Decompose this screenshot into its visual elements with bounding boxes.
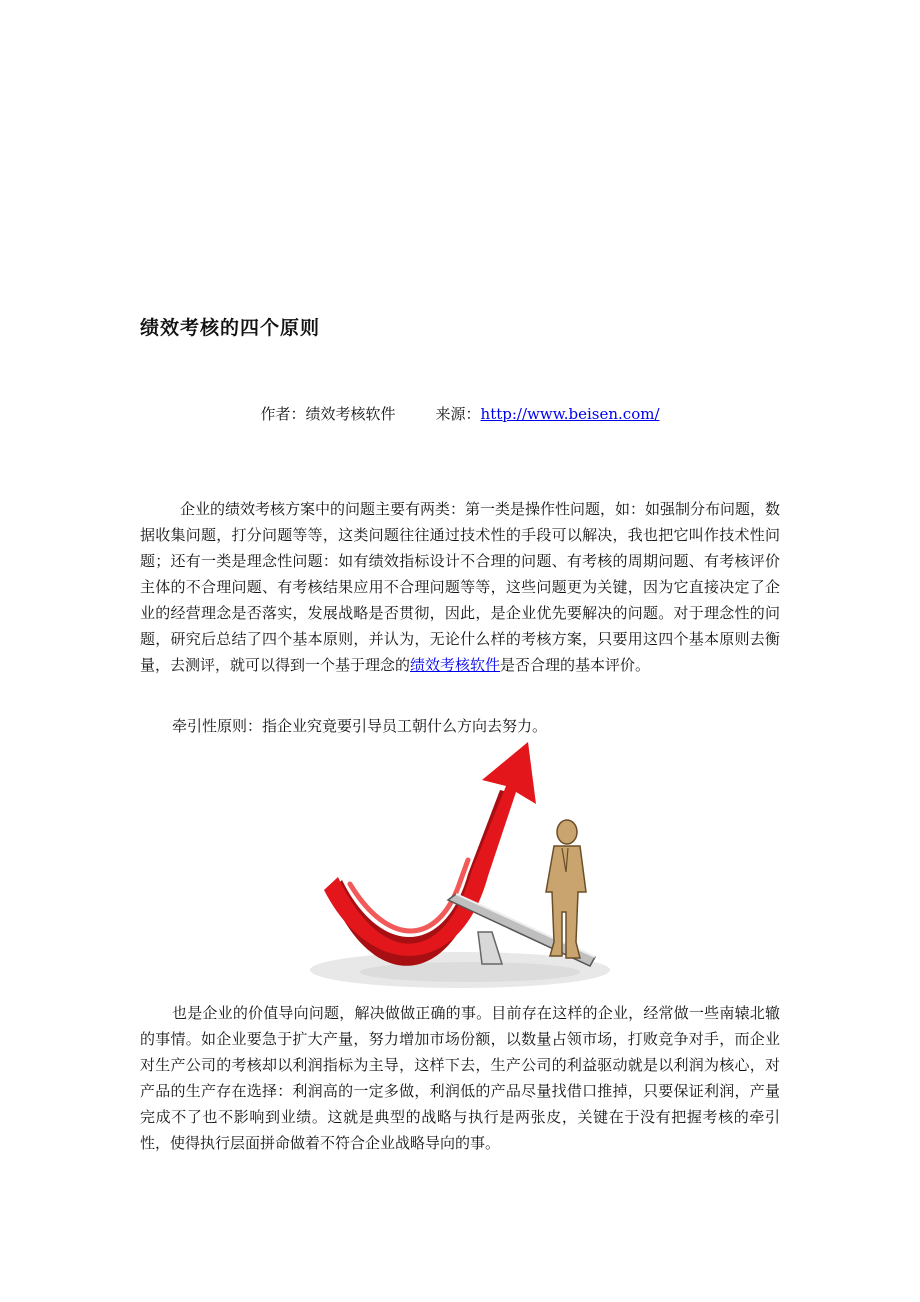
byline [0, 403, 920, 424]
seesaw-fulcrum-icon [478, 932, 502, 964]
intro-text: 企业的绩效考核方案中的问题主要有两类：第一类是操作性问题，如：如强制分布问题，数据收集问题，打分问题等等，这类问题往往通过技术性的手段可以解决，我也把它叫作技术性问题；还有一类是理念性问题：如有绩效指标设计不合理的问题、有考核的周期问题、有考核评价主体的不合理问题、有考核结果应用不合理问题等等，这些问题更为关键，因为它直接决定了企业的经营理念是否落实，发展战略是否贯彻，因此，是企业优先要解决的问题。对于理念性的问题，研究后总结了四个基本原则，并认为，无论什么样的考核方案，只要用这四个基本原则去衡量，去测评，就可以得到一个基于理念的 [140, 500, 781, 674]
source-link[interactable]: http://www.beisen.com/ [480, 405, 660, 423]
intro-text-tail: 是否合理的基本评价。 [500, 656, 651, 674]
author-label: 作者： [260, 405, 306, 423]
illustration-arrow-seesaw [310, 742, 610, 992]
page-title: 绩效考核的四个原则 [140, 317, 321, 339]
source-label: 来源： [435, 405, 481, 423]
author-name: 绩效考核软件 [305, 405, 396, 423]
software-link[interactable]: 绩效考核软件 [410, 656, 501, 674]
body-paragraph: 也是企业的价值导向问题，解决做做正确的事。目前存在这样的企业，经常做一些南辕北辙的事情。如企业要急于扩大产量，努力增加市场份额，以数量占领市场，打败竞争对手，而企业对生产公司的考核却以利润指标为主导，这样下去，生产公司的利益驱动就是以利润为核心，对产品的生产存在选择：利润高的一定多做，利润低的产品尽量找借口推掉，只要保证利润，产量完成不了也不影响到业绩。这就是典型的战略与执行是两张皮，关键在于没有把握考核的牵引性，使得执行层面拼命做着不符合企业战略导向的事。 [140, 1004, 780, 1152]
principle-paragraph: 牵引性原则：指企业究竟要引导员工朝什么方向去努力。 [172, 717, 548, 735]
floor-shadow-inner [360, 962, 580, 982]
intro-paragraph [140, 496, 780, 678]
